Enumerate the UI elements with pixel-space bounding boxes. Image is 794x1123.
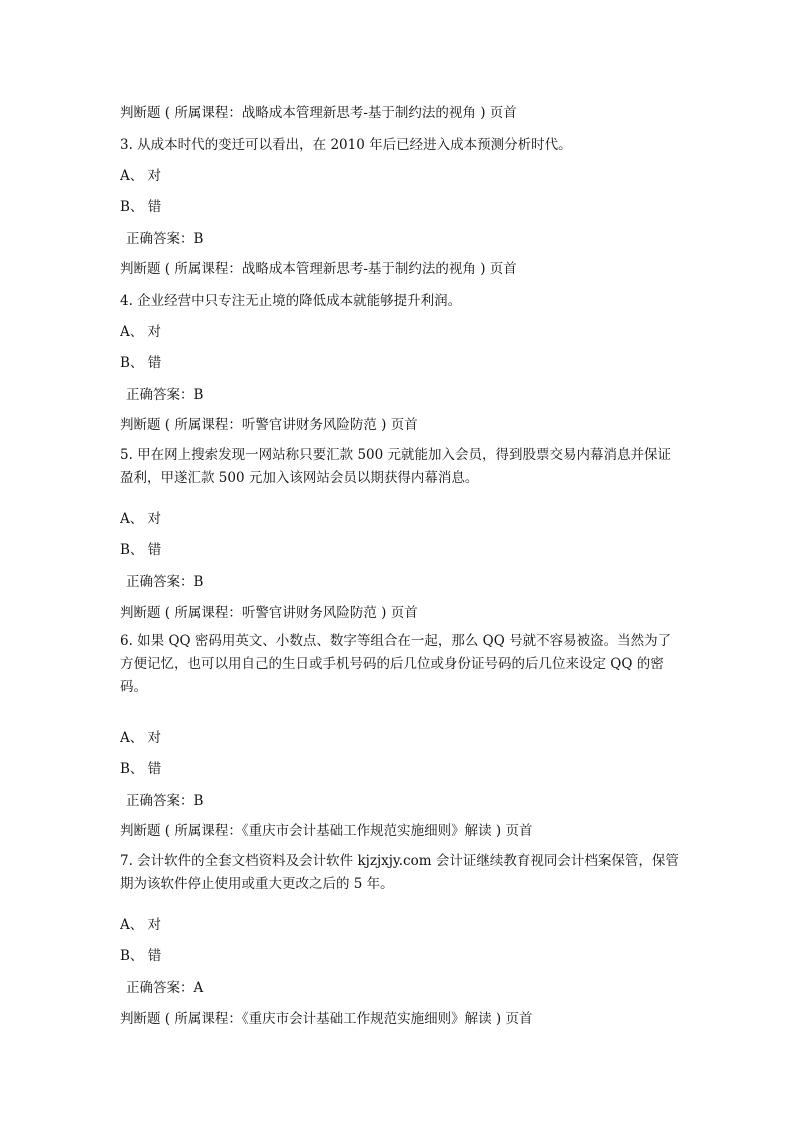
question-6-option-a: A、 对 (120, 730, 162, 746)
question-7-course: 判断题 ( 所属课程：《重庆市会计基础工作规范实施细则》解读 ) 页首 (120, 1011, 533, 1027)
question-7-text: 7. 会计软件的全套文档资料及会计软件 kjzjxjy.com 会计证继续教育视同会计档案保管，保管期为该软件停止使用或重大更改之后的 5 年。 (120, 853, 679, 892)
question-3-course: 判断题 ( 所属课程：战略成本管理新思考-基于制约法的视角 ) 页首 (120, 261, 517, 277)
question-7-answer: 正确答案：A (126, 980, 204, 996)
question-3-text: 3. 从成本时代的变迁可以看出，在 2010 年后已经进入成本预测分析时代。 (120, 137, 572, 153)
question-6-text: 6. 如果 QQ 密码用英文、小数点、数字等组合在一起，那么 QQ 号就不容易被盗。当然为了方便记忆，也可以用自己的生日或手机号码的后几位或身份证号码的后几位来设定 QQ 的密码。 (120, 633, 672, 695)
question-4-answer: 正确答案：B (126, 387, 204, 403)
question-4-course: 判断题 ( 所属课程：听警官讲财务风险防范 ) 页首 (120, 417, 418, 433)
question-5-text: 5. 甲在网上搜索发现一网站称只要汇款 500 元就能加入会员，得到股票交易内幕消息并保证盈利，甲遂汇款 500 元加入该网站会员以期获得内幕消息。 (120, 447, 672, 486)
question-5-option-a: A、 对 (120, 511, 162, 527)
question-4-option-b: B、 错 (120, 355, 162, 371)
question-6-answer: 正确答案：B (126, 793, 204, 809)
question-6-option-b: B、 错 (120, 761, 162, 777)
question-4-text: 4. 企业经营中只专注无止境的降低成本就能够提升利润。 (120, 293, 462, 309)
question-3-option-b: B、 错 (120, 199, 162, 215)
question-3-option-a: A、 对 (120, 168, 162, 184)
question-5-answer: 正确答案：B (126, 574, 204, 590)
question-4-option-a: A、 对 (120, 324, 162, 340)
question-7-option-b: B、 错 (120, 948, 162, 964)
question-6-course: 判断题 ( 所属课程：《重庆市会计基础工作规范实施细则》解读 ) 页首 (120, 823, 533, 839)
course-header: 判断题 ( 所属课程：战略成本管理新思考-基于制约法的视角 ) 页首 (120, 105, 517, 121)
question-3-answer: 正确答案：B (126, 231, 204, 247)
question-5-course: 判断题 ( 所属课程：听警官讲财务风险防范 ) 页首 (120, 605, 418, 621)
question-5-option-b: B、 错 (120, 542, 162, 558)
question-7-option-a: A、 对 (120, 917, 162, 933)
